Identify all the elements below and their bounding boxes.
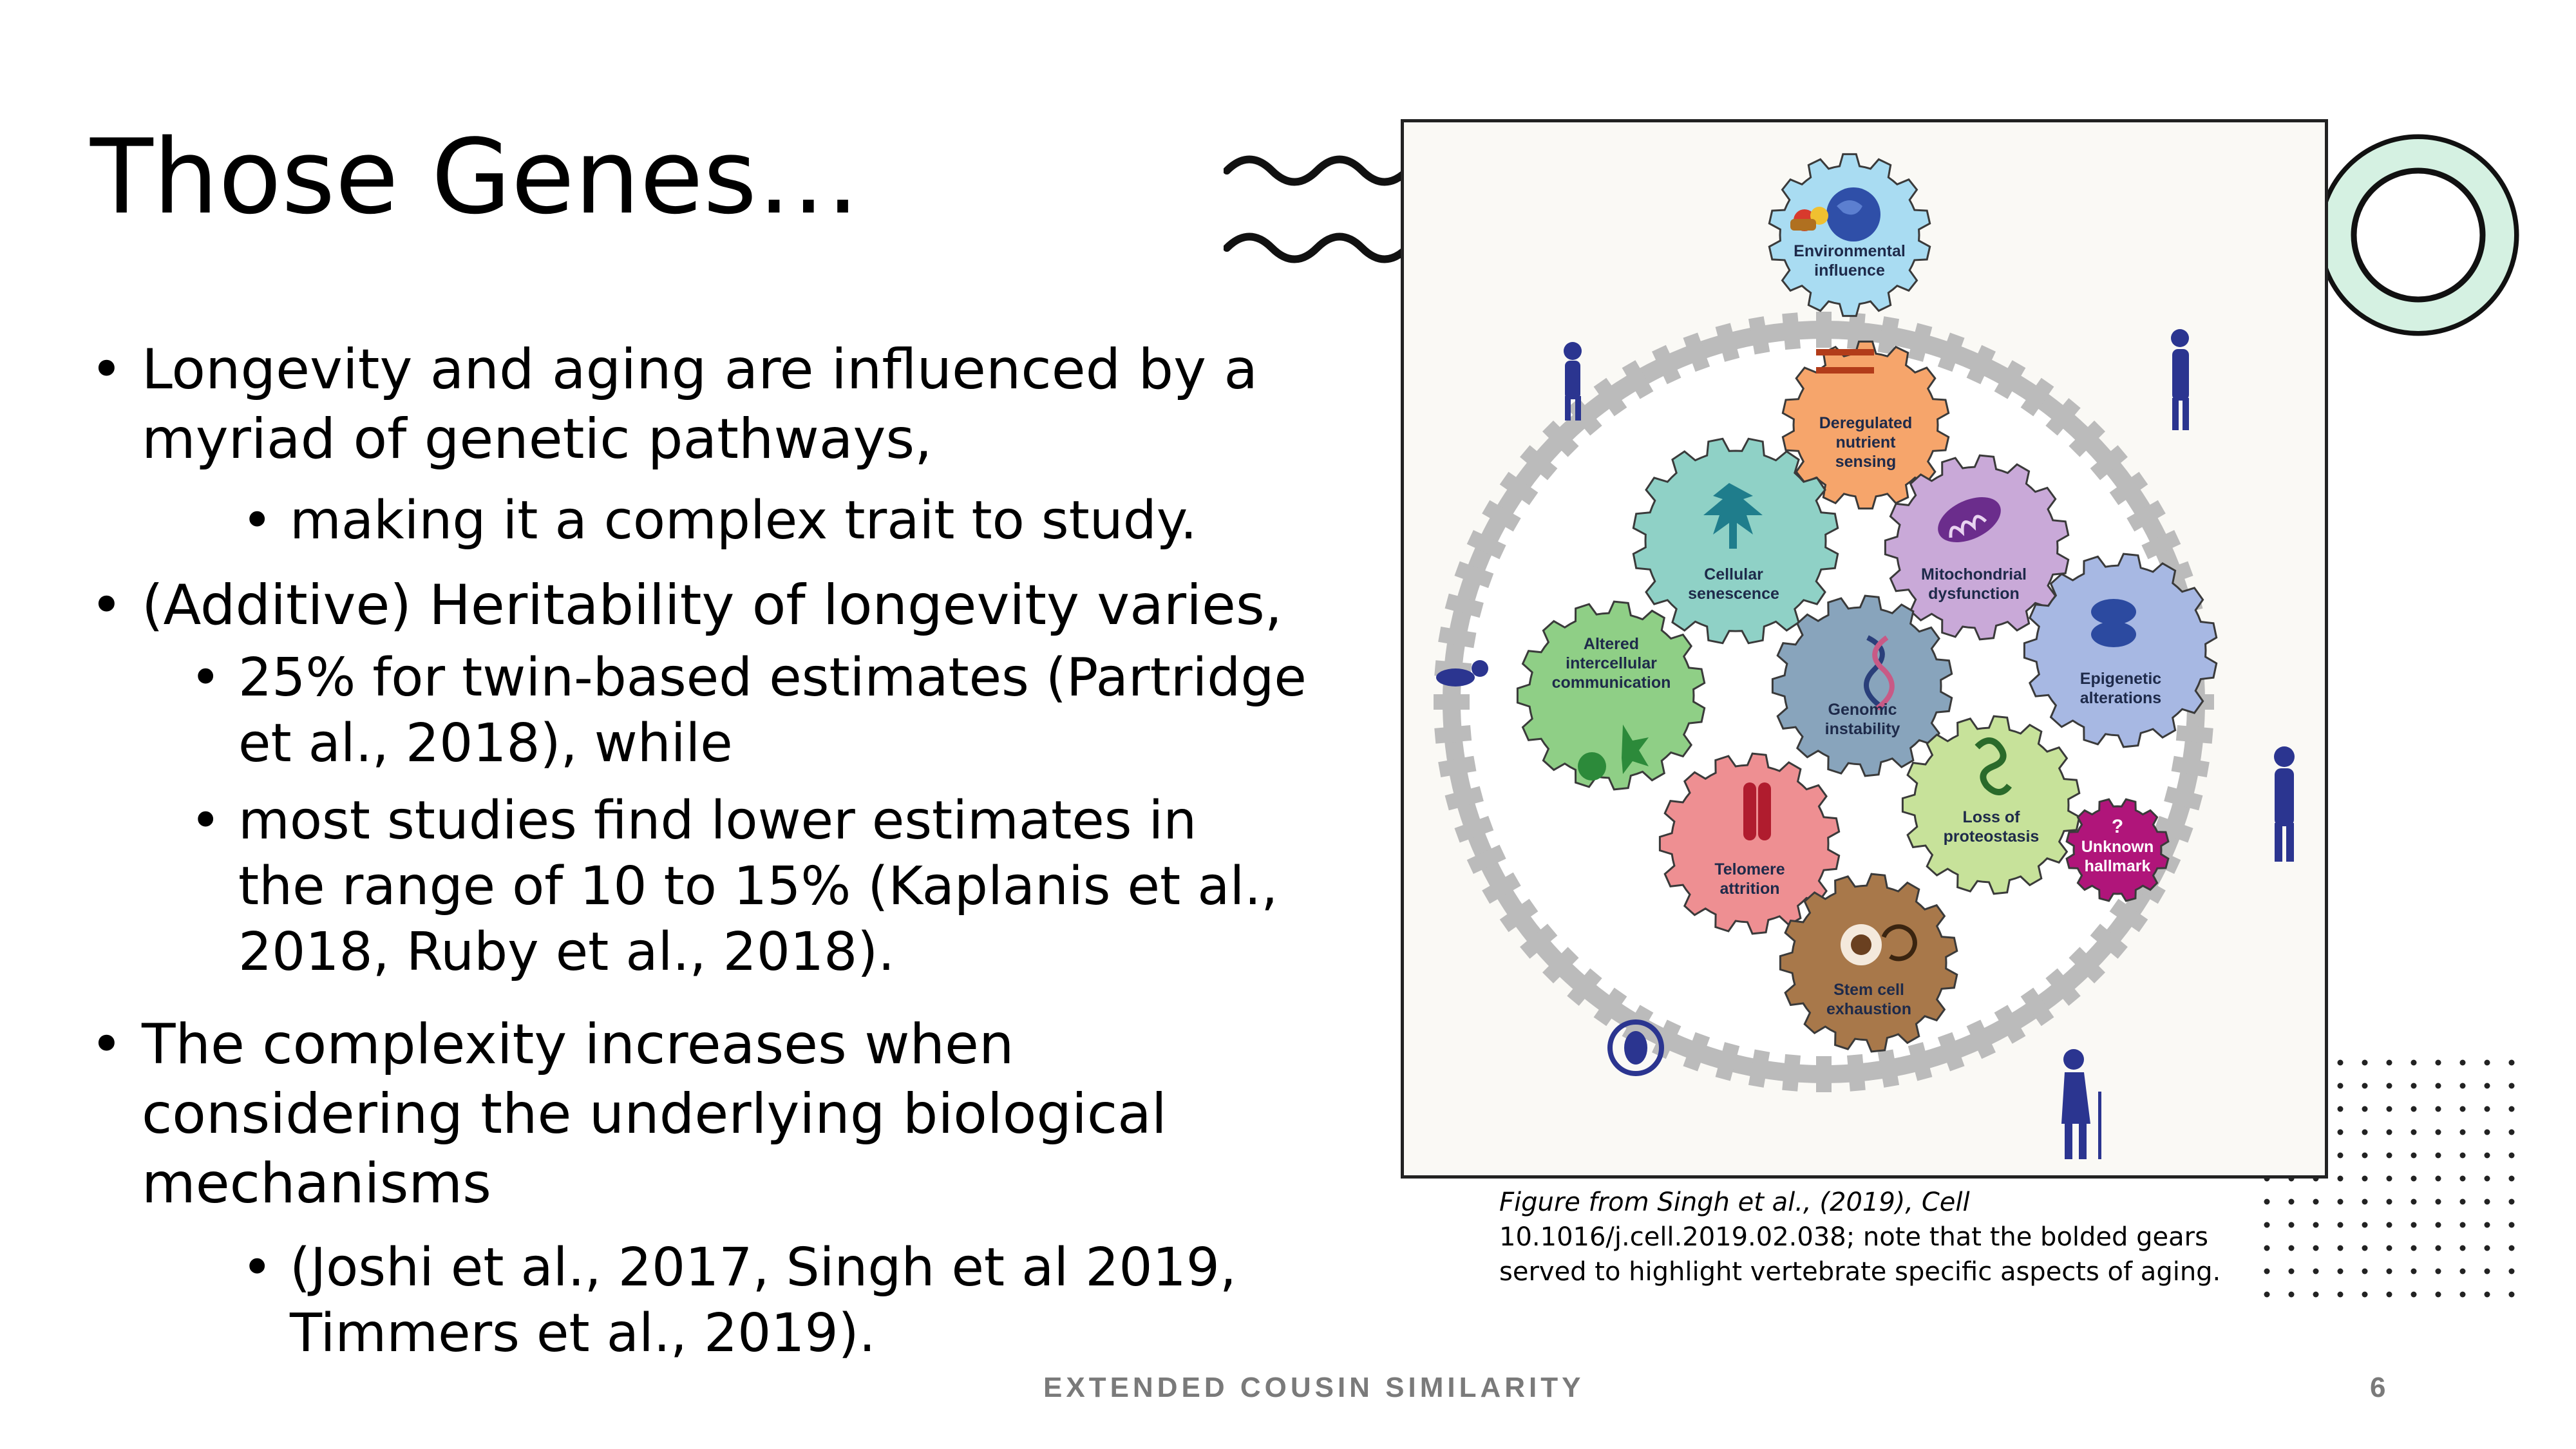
- sub-bullet-references: [290, 1235, 1256, 1367]
- sub-bullet-complex-trait-text: making it a complex trait to study.: [290, 490, 1197, 551]
- sub-bullet-complex-trait: [290, 488, 1314, 554]
- sub-bullet-references-text: (Joshi et al., 2017, Singh et al 2019, Timmers et al., 2019).: [290, 1237, 1236, 1364]
- caption-citation: Figure from Singh et al., (2019), Cell: [1499, 1188, 1970, 1217]
- gear-label-proteostasis-2: proteostasis: [1943, 828, 2040, 846]
- gear-label-stemcell-1: Stem cell: [1833, 981, 1904, 999]
- slide-footer: EXTENDED COUSIN SIMILARITY: [1043, 1372, 1585, 1403]
- figure-caption: [1499, 1185, 2272, 1289]
- gear-label-mito-2: dysfunction: [1928, 585, 2020, 603]
- gear-label-epigenetic-2: alterations: [2079, 689, 2162, 707]
- gear-label-environmental-2: influence: [1814, 261, 1885, 279]
- hallmarks-figure: [1401, 119, 2328, 1179]
- gear-label-senescence-2: senescence: [1688, 585, 1779, 603]
- squiggle-decoration: [1224, 151, 1404, 280]
- bullet-longevity-text: Longevity and aging are influenced by a myriad of genetic pathways,: [142, 337, 1258, 471]
- caption-note: 10.1016/j.cell.2019.02.038; note that the bolded gears served to highlight vertebrate specific aspects of aging.: [1499, 1222, 2221, 1287]
- bullet-heritability: [90, 571, 1314, 640]
- sub-bullet-twin-estimates-text: 25% for twin-based estimates (Partridge et al., 2018), while: [238, 647, 1307, 774]
- gear-label-mito-1: Mitochondrial: [1921, 565, 2027, 583]
- gear-label-intercell-1: Altered: [1583, 635, 1640, 653]
- gear-label-genomic-2: instability: [1824, 720, 1900, 738]
- gear-label-epigenetic-1: Epigenetic: [2079, 670, 2162, 688]
- page-number: 6: [2370, 1372, 2386, 1403]
- adult-with-child-icon: [2171, 329, 2189, 430]
- hallmarks-diagram: [1404, 122, 2325, 1175]
- gear-label-nutrient-3: sensing: [1835, 453, 1897, 471]
- slide-title: Those Genes…: [90, 117, 860, 237]
- sub-bullet-lower-estimates: [238, 788, 1294, 985]
- gear-label-telomere-1: Telomere: [1714, 860, 1785, 878]
- adult-icon: [2274, 746, 2295, 862]
- gear-label-nutrient-1: Deregulated: [1819, 414, 1913, 432]
- gear-label-stemcell-2: exhaustion: [1826, 1000, 1911, 1018]
- gear-label-unknown-2: hallmark: [2084, 857, 2151, 875]
- gear-label-genomic-1: Genomic: [1828, 701, 1897, 719]
- sub-bullet-lower-estimates-text: most studies find lower estimates in the range of 10 to 15% (Kaplanis et al., 2018, Ruby et al., 2018).: [238, 790, 1278, 983]
- gear-label-senescence-1: Cellular: [1704, 565, 1763, 583]
- gear-label-environmental-1: Environmental: [1794, 242, 1906, 260]
- bullet-longevity: [90, 335, 1314, 474]
- elderly-with-cane-icon: [2061, 1049, 2101, 1159]
- bullet-complexity: [90, 1010, 1236, 1218]
- gear-label-intercell-3: communication: [1551, 674, 1671, 692]
- sub-bullet-twin-estimates: [238, 645, 1346, 777]
- bullet-heritability-text: (Additive) Heritability of longevity varies,: [142, 573, 1283, 638]
- bullet-complexity-text: The complexity increases when considering the underlying biological mechanisms: [142, 1012, 1167, 1216]
- earth-icon: [1826, 187, 1880, 242]
- gear-label-telomere-2: attrition: [1719, 880, 1780, 898]
- gear-label-proteostasis-1: Loss of: [1962, 808, 2020, 826]
- bullet-list: [90, 335, 1314, 1367]
- gear-label-nutrient-2: nutrient: [1835, 433, 1896, 451]
- ring-decoration: [2312, 129, 2524, 341]
- gear-label-unknown-q: ?: [2111, 816, 2124, 837]
- gear-label-unknown-1: Unknown: [2081, 838, 2154, 856]
- gear-label-intercell-2: intercellular: [1566, 654, 1657, 672]
